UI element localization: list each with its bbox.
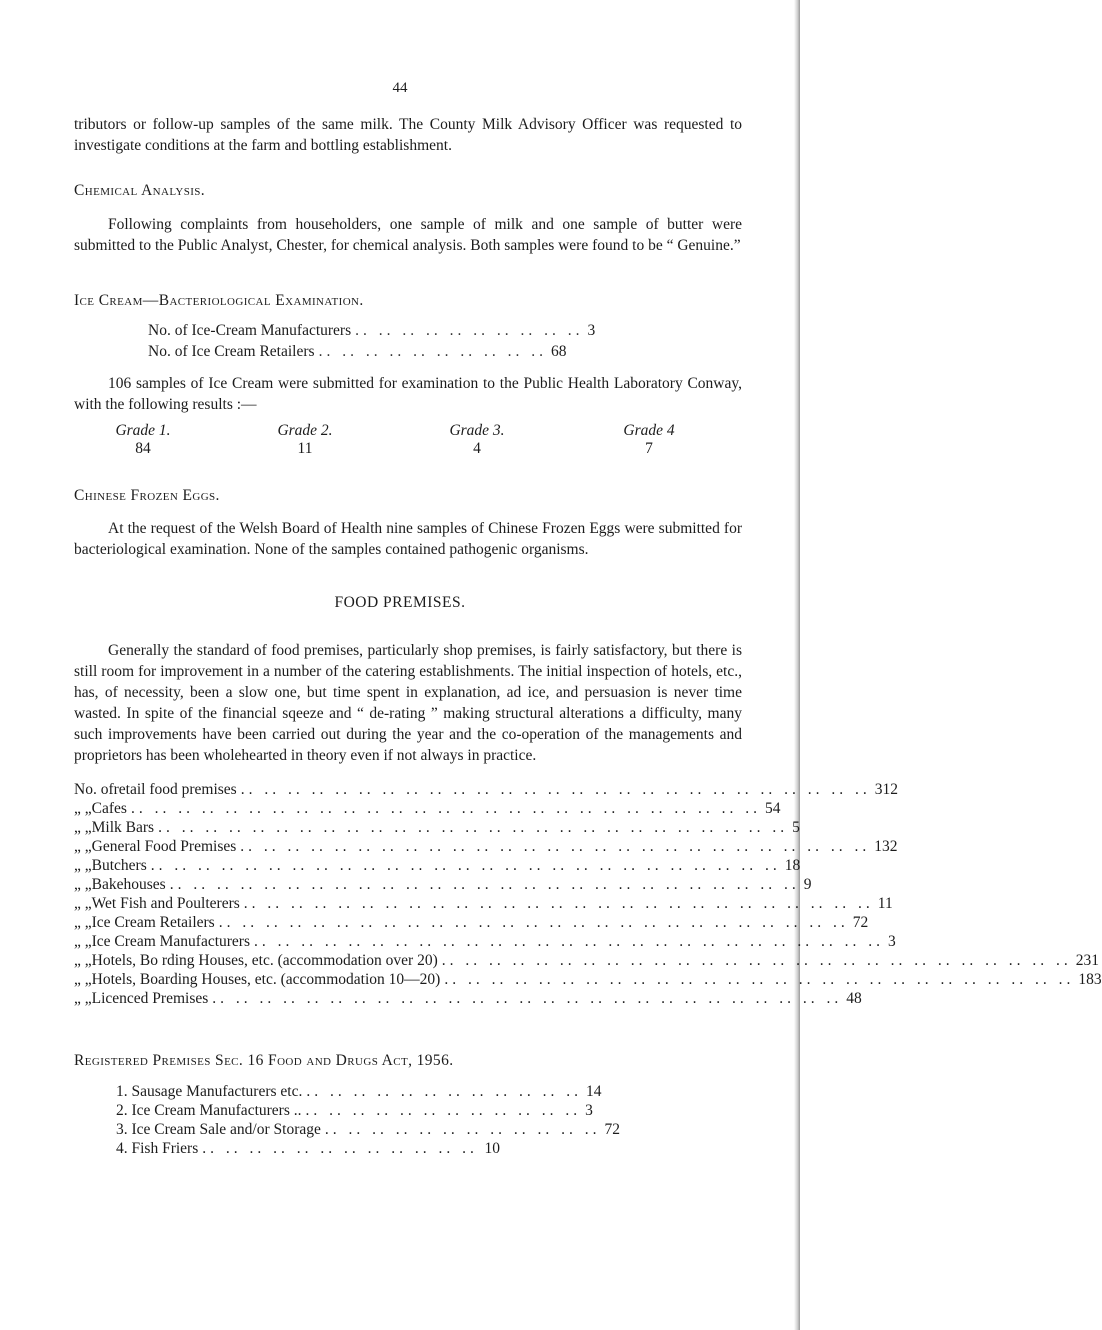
leader-dots: .. .. .. .. .. .. .. .. .. .. .. .. [306, 1083, 582, 1100]
list-item [74, 857, 801, 876]
list-item [74, 838, 898, 857]
registered-value: 14 [585, 1083, 602, 1100]
list-prefix: „ „ [74, 914, 92, 931]
leader-dots: .. .. .. .. .. .. .. .. .. .. .. .. .. .. .. .. .. .. .. .. .. .. .. .. .. .. .. [169, 876, 800, 893]
list-item [74, 800, 781, 819]
list-label: Ice Cream Manufacturers [91, 933, 251, 950]
list-label: General Food Premises [91, 838, 237, 855]
leader-dots: .. .. .. .. .. .. .. .. .. .. .. .. [324, 1121, 601, 1138]
grade-label: Grade 2. [277, 422, 333, 439]
list-prefix: „ „ [74, 857, 92, 874]
page-edge-shadow [794, 0, 800, 1330]
grade-column [432, 422, 522, 458]
grade-column [260, 422, 350, 458]
list-value: 18 [784, 857, 801, 874]
list-label: Hotels, Boarding Houses, etc. (accommodation 10—20) [91, 971, 441, 988]
ice-cream-paragraph: 106 samples of Ice Cream were submitted for examination to the Public Health Laboratory Conway, with the following results :— [74, 375, 742, 413]
count-value: 3 [587, 322, 596, 339]
list-item [74, 952, 1099, 971]
list-prefix: „ „ [74, 838, 92, 855]
list-label: Bakehouses [91, 876, 166, 893]
grade-value: 84 [135, 440, 151, 457]
list-value: 3 [888, 933, 896, 950]
list-value: 9 [803, 876, 812, 893]
list-item [74, 933, 896, 952]
registered-item [116, 1140, 500, 1159]
list-label: Cafes [91, 800, 127, 817]
list-label: Ice Cream Retailers [91, 914, 215, 931]
leader-dots: .. .. .. .. .. .. .. .. .. .. [318, 343, 547, 360]
list-item [74, 971, 1102, 990]
registered-value: 3 [585, 1102, 593, 1119]
leader-dots: .. .. .. .. .. .. .. .. .. .. .. .. [305, 1102, 582, 1119]
list-prefix: „ „ [74, 819, 92, 836]
chemical-analysis-heading: Chemical Analysis. [74, 182, 206, 199]
leader-dots: .. .. .. .. .. .. .. .. .. .. .. .. .. .. .. .. .. .. .. .. .. .. .. .. .. .. .. [441, 952, 1072, 969]
grade-label: Grade 3. [449, 422, 505, 439]
leader-dots: .. .. .. .. .. .. .. .. .. .. .. .. .. .. .. .. .. .. .. .. .. .. .. .. .. .. .. [218, 914, 849, 931]
frozen-eggs-paragraph: At the request of the Welsh Board of Health nine samples of Chinese Frozen Eggs were submitted for bacteriological examination. None of the samples contained pathogenic organisms. [74, 520, 742, 558]
registered-label: 3. Ice Cream Sale and/or Storage [116, 1121, 321, 1138]
grade-value: 4 [473, 440, 481, 457]
list-label: Licenced Premises [91, 990, 209, 1007]
page-number: 44 [392, 80, 408, 96]
registered-item [116, 1102, 593, 1121]
list-item [74, 895, 893, 914]
grade-label: Grade 1. [115, 422, 171, 439]
food-premises-paragraph: Generally the standard of food premises, particularly shop premises, is fairly satisfactory, but there is still room for improvement in a number of the catering establishments. The initial inspection of hotels, etc., has, of necessity, been a slow one, but time spent in explanation, ad ice, and persuasion is never time wasted. In spite of the financial sqeeze and “ de-rating ” making structural alterations a difficulty, many such improvements have been carried out during the year and the co-operation of the managements and proprietors has been wholehearted in theory even if not always in practice. [74, 642, 742, 764]
leader-dots: .. .. .. .. .. .. .. .. .. .. .. .. .. .. .. .. .. .. .. .. .. .. .. .. .. .. .. [254, 933, 885, 950]
frozen-eggs-heading: Chinese Frozen Eggs. [74, 487, 220, 504]
grade-label: Grade 4 [623, 422, 675, 439]
leader-dots: .. .. .. .. .. .. .. .. .. .. [355, 322, 584, 339]
list-value: 183 [1078, 971, 1102, 988]
leader-dots: .. .. .. .. .. .. .. .. .. .. .. .. .. .. .. .. .. .. .. .. .. .. .. .. .. .. .. [444, 971, 1075, 988]
registered-item [116, 1083, 602, 1102]
list-prefix: „ „ [74, 952, 92, 969]
list-value: 48 [846, 990, 862, 1007]
list-value: 132 [874, 838, 898, 855]
registered-item [116, 1121, 620, 1140]
leader-dots: .. .. .. .. .. .. .. .. .. .. .. .. .. .. .. .. .. .. .. .. .. .. .. .. .. .. .. [243, 895, 874, 912]
list-item [74, 819, 800, 838]
count-label: No. of Ice-Cream Manufacturers [148, 322, 352, 339]
list-item [74, 990, 862, 1009]
grade-column [98, 422, 188, 458]
list-value: 231 [1075, 952, 1099, 969]
list-prefix: „ „ [74, 933, 92, 950]
list-item [74, 914, 869, 933]
list-item [74, 781, 898, 800]
list-prefix: „ „ [74, 990, 92, 1007]
registered-label: 1. Sausage Manufacturers etc. [116, 1083, 303, 1100]
registered-label: 4. Fish Friers [116, 1140, 199, 1157]
grade-column [604, 422, 694, 458]
list-label: Butchers [91, 857, 147, 874]
ice-cream-heading: Ice Cream—Bacteriological Examination. [74, 292, 364, 309]
list-label: Milk Bars [91, 819, 155, 836]
list-prefix: „ „ [74, 876, 92, 893]
list-label: retail food premises [113, 781, 237, 798]
count-label: No. of Ice Cream Retailers [148, 343, 315, 360]
leader-dots: .. .. .. .. .. .. .. .. .. .. .. .. .. .. .. .. .. .. .. .. .. .. .. .. .. .. .. [240, 781, 871, 798]
registered-value: 72 [604, 1121, 620, 1138]
grade-value: 11 [297, 440, 313, 457]
list-prefix: „ „ [74, 895, 92, 912]
list-value: 72 [852, 914, 869, 931]
list-label: Wet Fish and Poulterers [91, 895, 240, 912]
count-value: 68 [550, 343, 567, 360]
leader-dots: .. .. .. .. .. .. .. .. .. .. .. .. .. .. .. .. .. .. .. .. .. .. .. .. .. .. .. [158, 819, 789, 836]
list-value: 5 [792, 819, 800, 836]
list-prefix: No. of [74, 781, 114, 798]
list-prefix: „ „ [74, 971, 92, 988]
list-prefix: „ „ [74, 800, 92, 817]
ice-cream-count-row [148, 343, 567, 363]
leader-dots: .. .. .. .. .. .. .. .. .. .. .. .. [202, 1140, 478, 1157]
food-premises-heading: FOOD PREMISES. [334, 594, 466, 611]
list-value: 11 [877, 895, 893, 912]
grade-value: 7 [645, 440, 653, 457]
registered-value: 10 [484, 1140, 500, 1157]
list-item [74, 876, 812, 895]
list-label: Hotels, Bo rding Houses, etc. (accommodation over 20) [91, 952, 438, 969]
chemical-analysis-paragraph: Following complaints from householders, one sample of milk and one sample of butter were submitted to the Public Analyst, Chester, for chemical analysis. Both samples were found to be “ Genuine.” [74, 216, 742, 254]
intro-paragraph: tributors or follow-up samples of the same milk. The County Milk Advisory Officer was requested to investigate conditions at the farm and bottling establishment. [74, 116, 742, 154]
list-value: 312 [874, 781, 898, 798]
leader-dots: .. .. .. .. .. .. .. .. .. .. .. .. .. .. .. .. .. .. .. .. .. .. .. .. .. .. .. [150, 857, 781, 874]
list-value: 54 [764, 800, 781, 817]
registered-premises-heading: Registered Premises Sec. 16 Food and Drugs Act, 1956. [74, 1052, 454, 1069]
leader-dots: .. .. .. .. .. .. .. .. .. .. .. .. .. .. .. .. .. .. .. .. .. .. .. .. .. .. .. [130, 800, 761, 817]
leader-dots: .. .. .. .. .. .. .. .. .. .. .. .. .. .. .. .. .. .. .. .. .. .. .. .. .. .. .. [212, 990, 843, 1007]
registered-label: 2. Ice Cream Manufacturers .. [116, 1102, 302, 1119]
leader-dots: .. .. .. .. .. .. .. .. .. .. .. .. .. .. .. .. .. .. .. .. .. .. .. .. .. .. .. [240, 838, 871, 855]
ice-cream-count-row [148, 322, 596, 342]
